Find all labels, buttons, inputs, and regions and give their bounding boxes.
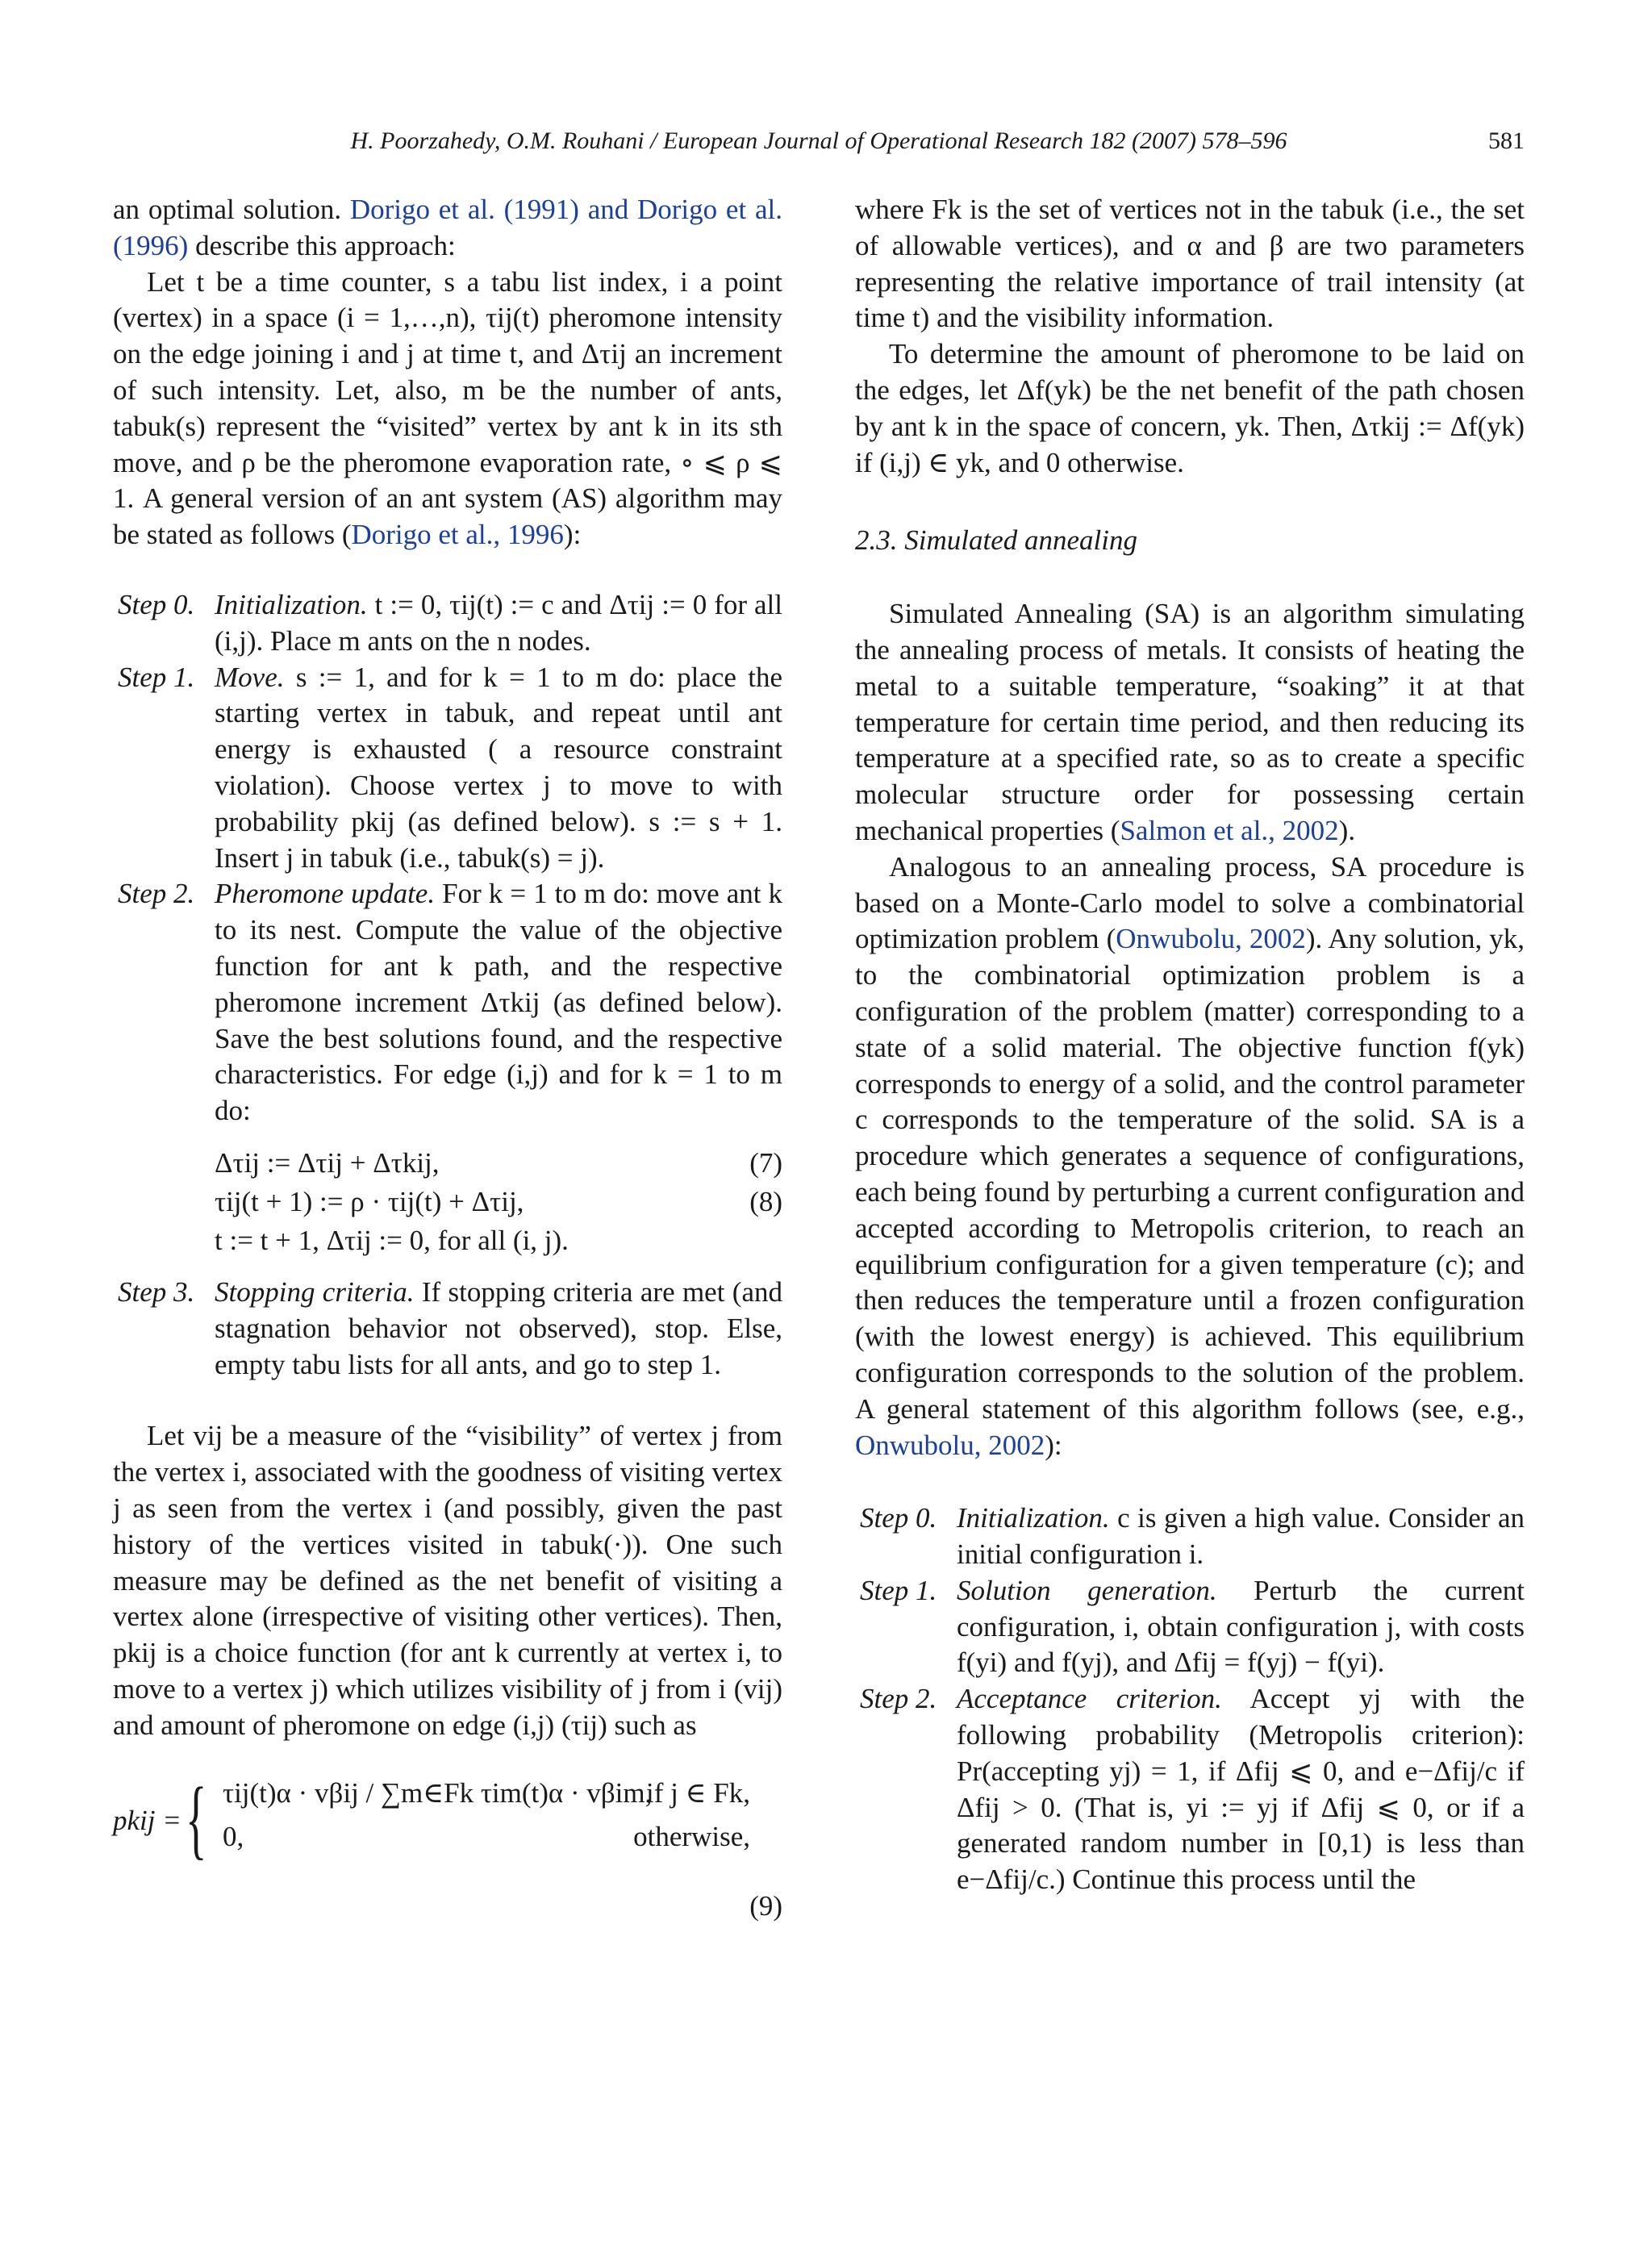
equation-number: (9) [749, 1890, 782, 1922]
equation-text: τij(t + 1) := ρ · τij(t) + Δτij, [215, 1185, 524, 1217]
step-title: Stopping criteria. [215, 1275, 415, 1308]
step-title: Move. [215, 661, 285, 693]
equation-9 [113, 1768, 782, 1889]
citation-link[interactable]: Onwubolu, 2002 [855, 1429, 1045, 1461]
step-body [957, 1501, 1525, 1573]
step-body [957, 1681, 1525, 1898]
step-body [215, 1275, 782, 1383]
step-label: Step 1. [860, 1574, 937, 1606]
equation-8b [113, 1221, 782, 1260]
step-item [855, 1681, 1525, 1898]
paragraph-visibility: Let vij be a measure of the “visibility” of vertex j from the vertex i, associated with the goodness of visiting vertex j as seen from the vertex i (and possibly, given the past history of the vertices visited in tabuk(·)). One such measure may be defined as the net benefit of visiting a vertex alone (irrespective of visiting other vertices). Then, pkij is a choice function (for ant k currently at vertex i, to move to a vertex j) which utilizes visibility of j from i (vij) and amount of pheromone on edge (i,j) (τij) such as [113, 1420, 782, 1741]
step-title: Initialization. [215, 588, 368, 620]
equation-text: t := t + 1, Δτij := 0, for all (i, j). [215, 1224, 569, 1256]
step-body [215, 587, 782, 660]
step-text: If stopping criteria are met (and stagnation behavior not observed), stop. Else, empty tabu lists for all ants, and go to step 1. [215, 1275, 782, 1380]
paragraph-pheromone: To determine the amount of pheromone to be laid on the edges, let Δf(yk) be the net benefit of the path chosen by ant k in the space of concern, yk. Then, Δτkij := Δf(yk) if (i,j) ∈ yk, and 0 otherwise. [855, 338, 1525, 478]
citation-link[interactable]: Dorigo et al. (1991) and Dorigo et al. (1996) [113, 194, 782, 261]
citation-link[interactable]: Onwubolu, 2002 [1116, 923, 1306, 955]
equation-case-1: τij(t)α · vβij / ∑m∈Fk τim(t)α · vβim, [223, 1777, 653, 1809]
equation-text: Δτij := Δτij + Δτkij, [215, 1146, 440, 1179]
equation-number: (8) [749, 1185, 782, 1217]
step-label: Step 0. [860, 1502, 937, 1534]
page-number: 581 [1488, 127, 1525, 154]
right-column [855, 192, 1525, 1898]
step-item [113, 587, 782, 660]
citation-link[interactable]: Dorigo et al., 1996 [351, 519, 564, 551]
step-body [215, 660, 782, 877]
equation-lhs: pkij = [113, 1805, 181, 1837]
step-label: Step 2. [860, 1683, 937, 1715]
ant-system-steps [113, 587, 782, 1383]
brace-icon: { [186, 1769, 207, 1868]
text: ): [563, 519, 582, 551]
equation-condition-1: if j ∈ Fk, [646, 1777, 750, 1809]
step-item [855, 1573, 1525, 1681]
step-text: Accept yj with the following probability (Metropolis criterion): Pr(accepting yj) = 1, if Δfij ⩽ 0, and e−Δfij/c if Δfij > 0. (That is, yi := yj if Δfij ⩽ 0, or if a generated random number in [0,1) is less than e−Δfij/c.) Continue this process until the [957, 1683, 1525, 1896]
running-head: H. Poorzahedy, O.M. Rouhani / European Journal of Operational Research 182 (2007) 578–596 [350, 127, 1287, 154]
text: Let t be a time counter, s a tabu list index, i a point (vertex) in a space (i = 1,…,n), τij(t) pheromone intensity on the edge joining i and j at time t, and Δτij an increment of such intensity. Let, also, m be the number of ants, tabuk(s) represent the “visited” vertex by ant k in its sth move, and ρ be the pheromone evaporation rate, ∘ ⩽ ρ ⩽ 1. A general version of an ant system (AS) algorithm may be stated as follows ( [113, 265, 782, 551]
sa-steps [855, 1501, 1525, 1898]
step-title: Initialization. [957, 1502, 1110, 1534]
step-label: Step 1. [118, 661, 195, 693]
text: Simulated Annealing (SA) is an algorithm simulating the annealing process of metals. It consists of heating the metal to a suitable temperature, “soaking” it at that temperature for certain time period, and then reducing its temperature at a specified rate, so as to create a specific molecular structure order for possessing certain mechanical properties ( [855, 598, 1525, 846]
step-text: Perturb the current configuration, i, obtain configuration j, with costs f(yi) and f(yj), and Δfij = f(yj) − f(yi). [957, 1574, 1525, 1679]
step-item [855, 1501, 1525, 1573]
text: an optimal solution. [113, 194, 350, 225]
text: ). [1338, 814, 1356, 846]
text: ): [1045, 1429, 1062, 1461]
step-text: t := 0, τij(t) := c and Δτij := 0 for all (i,j). Place m ants on the n nodes. [215, 588, 782, 657]
equation-number: (7) [749, 1146, 782, 1179]
equation-block [113, 1144, 782, 1260]
step-text: For k = 1 to m do: move ant k to its nest. Compute the value of the objective function for ant k path, and the respective pheromone increment Δτkij (as defined below). Save the best solutions found, and the respective characteristics. For edge (i,j) and for k = 1 to m do: [215, 878, 782, 1127]
equation-case-2: 0, [223, 1821, 244, 1853]
section-heading: 2.3. Simulated annealing [855, 524, 1137, 557]
text: ). Any solution, yk, to the combinatorial optimization problem is a configuration of the problem (matter) corresponding to a state of a solid material. The objective function f(yk) corresponds to energy of a solid, and the control parameter c corresponds to the temperature of the solid. SA is a procedure which generates a sequence of configurations, each being found by perturbing a current configuration and accepted according to Metropolis criterion, to reach an equilibrium configuration for a given temperature (c); and then reduces the temperature until a frozen configuration (with the lowest energy) is achieved. This equilibrium configuration corresponds to the solution of the problem. A general statement of this algorithm follows (see, e.g., [855, 923, 1525, 1425]
step-label: Step 2. [118, 878, 195, 910]
equation-7 [113, 1144, 782, 1183]
page-header [113, 127, 1525, 168]
paragraph-sa-intro [855, 596, 1525, 849]
step-item [113, 876, 782, 1129]
step-body [215, 876, 782, 1129]
paragraph-where: where Fk is the set of vertices not in the tabuk (i.e., the set of allowable vertices), and α and β are two parameters representing the relative importance of trail intensity (at time t) and the visibility information. [855, 194, 1525, 334]
equation-8 [113, 1183, 782, 1221]
step-title: Solution generation. [957, 1574, 1217, 1606]
step-item [113, 1275, 782, 1383]
text: Analogous to an annealing process, SA procedure is based on a Monte-Carlo model to solve a combinatorial optimization problem ( [855, 850, 1525, 955]
paragraph-intro [113, 192, 782, 265]
citation-link[interactable]: Salmon et al., 2002 [1120, 814, 1339, 846]
step-title: Acceptance criterion. [957, 1683, 1222, 1715]
step-text: s := 1, and for k = 1 to m do: place the starting vertex in tabuk, and repeat until ant energy is exhausted ( a resource constraint violation). Choose vertex j to move to with probability pkij (as defined below). s := s + 1. Insert j in tabuk (i.e., tabuk(s) = j). [215, 661, 782, 874]
step-item [113, 660, 782, 877]
step-body [957, 1573, 1525, 1681]
step-label: Step 0. [118, 588, 195, 620]
step-text: c is given a high value. Consider an initial configuration i. [957, 1502, 1525, 1571]
left-column [113, 192, 782, 1925]
step-label: Step 3. [118, 1275, 195, 1308]
paragraph-definitions [113, 265, 782, 553]
paragraph-sa-procedure [855, 849, 1525, 1464]
text: describe this approach: [188, 229, 456, 261]
equation-condition-2: otherwise, [633, 1821, 750, 1853]
step-title: Pheromone update. [215, 878, 436, 910]
